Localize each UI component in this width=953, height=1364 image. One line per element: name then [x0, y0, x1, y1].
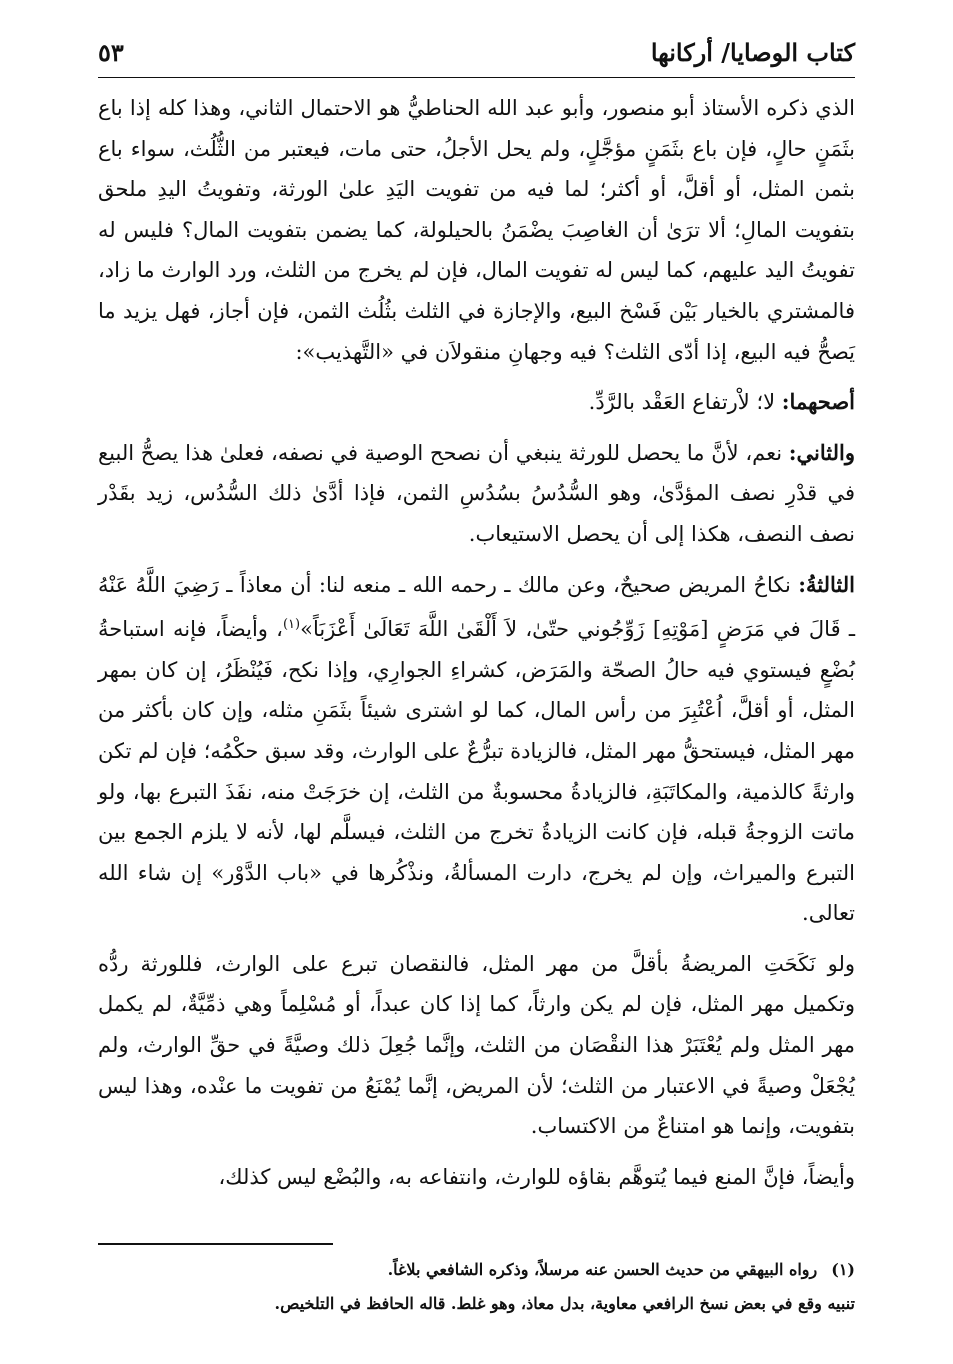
- paragraph-2: [98, 382, 855, 423]
- paragraph-6: وأيضاً، فإنَّ المنع فيما يُتوهَّم بقاؤه للوارث، وانتفاعه به، والبُضْع ليس كذلك،: [218, 1164, 855, 1189]
- paragraph-3: [98, 433, 855, 555]
- footnote-number: (١): [831, 1260, 855, 1280]
- paragraph-3-lead: والثاني:: [788, 439, 855, 465]
- paragraph-4-text-b: ، وأيضاً، فإنه استباحةُ بُضْعٍ فيستوي فيه حالُ الصحّة والمَرَض، كشراءِ الجوارِي، وإذا نكح، فَيُنْظَرُ، إن كان بمهر المثل، أو أقلَّ، اُعْتُبِرَ من رأس المال، كما لو اشترى شيئاً بثَمَنِ مثله، وإن كان بأكثر من مهر المثل، فيستحقُّ مهر المثل، فالزيادة تبرُّعٌ على الوارث، وقد سبق حكْمُه؛ فإن لم تكن وارثةً كالذمية، والمكاتَبَةِ، فالزيادةُ محسوبةٌ من الثلث، إن خرَجَتْ منه، نفَذَ التبرع بها، ولو ماتت الزوجةُ قبله، فإن كانت الزيادةُ تخرج من الثلث، فيسلَّم لها، لأنه لا يلزم الجمع بين التبرع والميراث، وإن لم يخرج، دارت المسألةُ، ونذْكُرها في «باب الدَّوْر» إن شاء الله تعالى.: [98, 617, 855, 926]
- footnote-separator: [98, 1243, 333, 1245]
- paragraph-1: الذي ذكره الأستاذ أبو منصور، وأبو عبد الله الحناطيُّ هو الاحتمال الثاني، وهذا كله إذا باع بثَمَنٍ حالٍ، فإن باع بثَمَنٍ مؤجَّلٍ، ولم يحل الأجلُ، حتى مات، فيعتبر من الثُّلُث، سواء باع بثمن المثل، أو أقلَّ، أو أكثر؛ لما فيه من تفويت اليَدِ علىٰ الورثة، وتفويتُ اليدِ ملحق بتفويت المالِ؛ ألا ترَىٰ أن الغاصِبَ يضْمَنُ بالحيلولة، كما يضمن بتفويت المال؟ فليس له تفويتُ اليد عليهم، كما ليس له تفويت المال، فإن لم يخرج من الثلث، ورد الوارث ما زاد، فالمشتري بالخيار بَيْن فَسْخ البيع، والإجازة في الثلث بثُلُث الثمن، فإن أجاز، فهل يزيد ما يَصحُّ فيه البيع، إذا أدّى الثلث؟ فيه وجهانِ منقولاَن في «التَّهذيب»:: [98, 96, 855, 364]
- footnote-separator-wrap: [98, 1203, 855, 1245]
- page-number: ٥٣: [98, 38, 124, 67]
- footnote-reference: (١): [282, 617, 301, 633]
- paragraph-2-lead: أصحهما:: [781, 389, 855, 415]
- footnote-1-note: تنبيه وقع في بعض نسخ الرافعي معاوية، بدل معاذ، وهو غلط. قاله الحافظ في التلخيص.: [274, 1294, 855, 1314]
- paragraph-3-text: نعم، لأنَّ ما يحصل للورثة ينبغي أن نصحح الوصية في نصفه، فعلىٰ هذا يصحُّ البيع في قدْرِ نصف المؤدَّىٰ، وهو السُّدُسُ بسُدُسِ الثمن، فإذا أدَّىٰ ذلك السُّدُس، زيد بقَدْر نصف النصف، هكذا إلى أن يحصل الاستيعاب.: [98, 440, 855, 546]
- paragraph-4-lead: الثالثةُ:: [798, 571, 855, 597]
- footnote-1: [98, 1253, 855, 1287]
- paragraph-4-text-a: نكاحُ المريض صحيحٌ، وعن مالك ـ رحمه الله ـ منعه لنا: أن معاذاً ـ رَضِيَ اللَّهُ عَنْهُ ـ قَالَ في مَرَضٍ [مَوْتِهِ] زَوِّجُوني حتّىٰ، لاَ أَلْقَىٰ اللَّهَ تَعَالَىٰ أَعْزَبَاً»: [98, 572, 855, 642]
- footnotes: [98, 1253, 855, 1321]
- paragraph-4: [98, 565, 855, 934]
- page-body: [98, 88, 855, 1197]
- footnote-1-text: رواه البيهقي من حديث الحسن عنه مرسلاً، وذكره الشافعي بلاغاً.: [387, 1260, 818, 1280]
- page-header: [98, 38, 855, 78]
- running-title: كتاب الوصايا/ أركانها: [650, 38, 855, 67]
- paragraph-2-text: لا؛ لاْرتفاع العَقْد بالرَّدِّ.: [588, 390, 782, 415]
- paragraph-5: ولو نَكَحَتِ المريضةُ بأقلَّ من مهر المثل، فالنقصان تبرع على الوارث، فللورثة ردُّه وتكميل مهر المثل، فإن لم يكن وارثاً، كما إذا كان عبداً، أو مُسْلِماً وهي ذمِّيَّةٌ، لم يكمل مهر المثل ولم يُعْتَبَرْ هذا النقْصَان من الثلث، وإنَّما جُعِلَ ذلك وصيَّةً في حقِّ الوارث، ولم يُجْعَلْ وصيةً في الاعتبار من الثلث؛ لأن المريض، إنَّما يُمْنَعُ من تفويت ما عنْده، وهذا ليس بتفويت، وإنما هو امتناعٌ من الاكتساب.: [98, 951, 855, 1139]
